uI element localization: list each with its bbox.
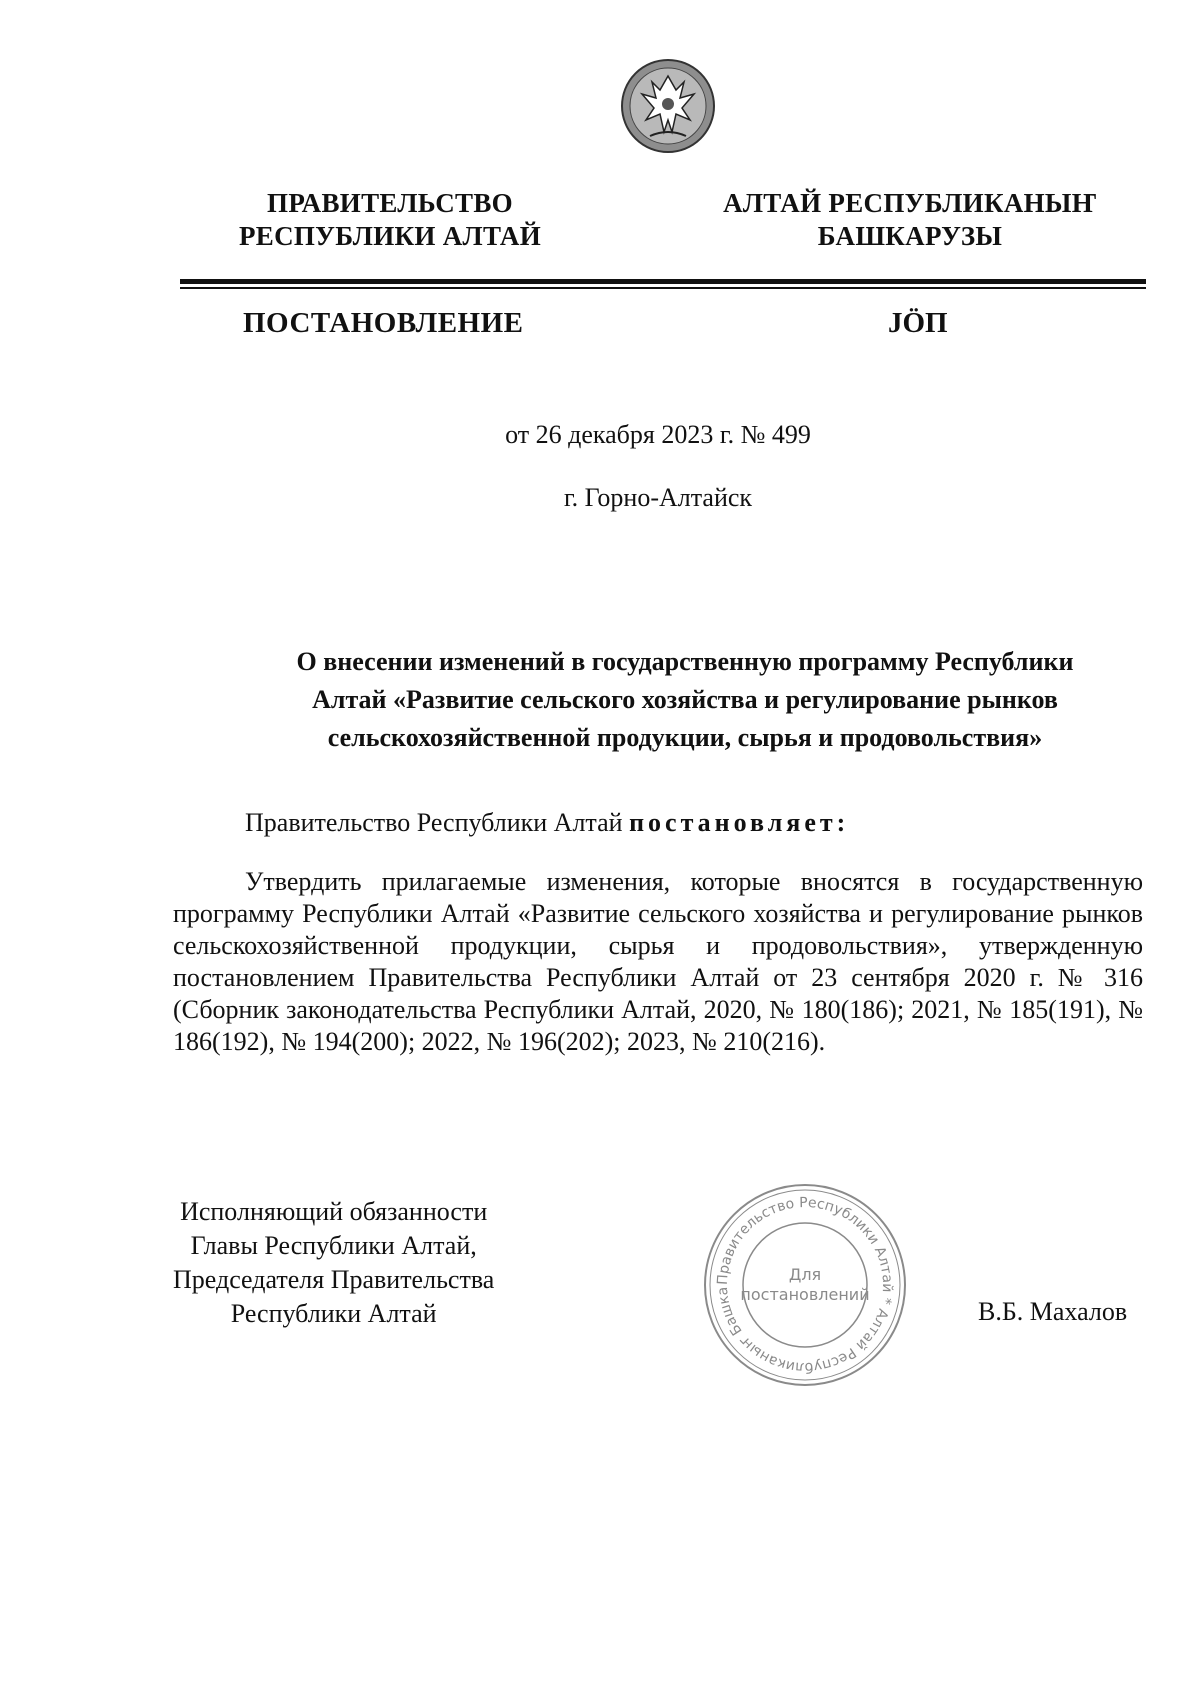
signatory-title xyxy=(173,1195,494,1331)
signatory-name: В.Б. Махалов xyxy=(978,1297,1128,1326)
signatory-line2: Главы Республики Алтай, xyxy=(190,1231,477,1260)
coat-of-arms-emblem xyxy=(620,58,716,154)
body-paragraph xyxy=(173,866,1143,1058)
signatory-line1: Исполняющий обязанности xyxy=(180,1197,488,1226)
decree-verb: постановляет: xyxy=(629,808,850,837)
stamp-ring-text: Правительство Республики Алтай * Алтай Республиканыҥ Башка xyxy=(714,1194,896,1376)
header-left xyxy=(205,187,575,253)
official-stamp xyxy=(700,1180,910,1390)
header-divider-thin xyxy=(180,287,1146,289)
stamp-center-line2: постановлений xyxy=(740,1285,870,1304)
header-divider-thick xyxy=(180,279,1146,284)
decree-statement xyxy=(245,808,849,838)
subject-line3: сельскохозяйственной продукции, сырья и продовольствия» xyxy=(327,723,1043,752)
doc-type-left: ПОСТАНОВЛЕНИЕ xyxy=(243,307,524,339)
header-left-line2: РЕСПУБЛИКИ АЛТАЙ xyxy=(238,221,542,251)
header-right-line2: БАШКАРУЗЫ xyxy=(817,221,1003,251)
subject-line2: Алтай «Развитие сельского хозяйства и регулирование рынков xyxy=(312,685,1058,714)
document-subject xyxy=(235,643,1135,757)
header-right-line1: АЛТАЙ РЕСПУБЛИКАНЫҤ xyxy=(723,188,1097,218)
header-left-line1: ПРАВИТЕЛЬСТВО xyxy=(267,188,513,218)
decree-prefix: Правительство Республики Алтай xyxy=(245,808,623,837)
date-line: от 26 декабря 2023 г. № 499 xyxy=(505,420,811,449)
stamp-center-line1: Для xyxy=(788,1265,822,1284)
city-line: г. Горно-Алтайск xyxy=(563,483,753,512)
header-right xyxy=(700,187,1120,253)
signatory-line3: Председателя Правительства xyxy=(173,1265,495,1294)
signatory-line4: Республики Алтай xyxy=(230,1299,437,1328)
doc-type-right: JӦП xyxy=(888,307,948,339)
body-text: Утвердить прилагаемые изменения, которые вносятся в государственную программу Республики Алтай «Развитие сельского хозяйства и регулирование рынков сельскохозяйственной продукции, сырья и продовольствия», утвержденную постановлением Правительства Республики Алтай от 23 сентября 2020 г. № 316 (Сборник законодательства Республики Алтай, 2020, № 180(186); 2021, № 185(191), № 186(192), № 194(200); 2022, № 196(202); 2023, № 210(216). xyxy=(173,867,1143,1056)
subject-line1: О внесении изменений в государственную программу Республики xyxy=(296,647,1074,676)
